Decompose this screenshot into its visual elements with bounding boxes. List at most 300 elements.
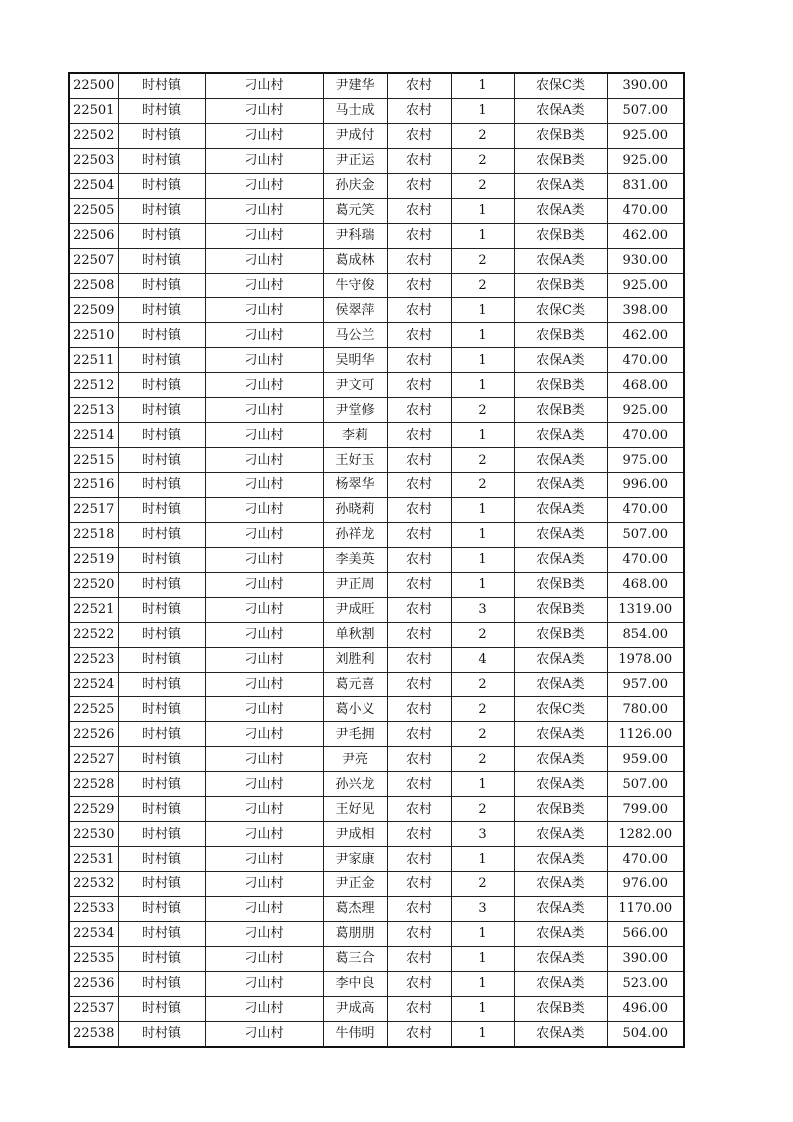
town-cell: 时村镇 — [118, 273, 205, 298]
name-cell: 尹科瑞 — [323, 223, 387, 248]
town-cell: 时村镇 — [118, 597, 205, 622]
count-cell: 1 — [451, 373, 514, 398]
village-cell: 刁山村 — [205, 847, 323, 872]
insurance-category-cell: 农保A类 — [514, 971, 607, 996]
insurance-category-cell: 农保A类 — [514, 497, 607, 522]
count-cell: 1 — [451, 198, 514, 223]
insurance-category-cell: 农保C类 — [514, 298, 607, 323]
village-cell: 刁山村 — [205, 248, 323, 273]
record-id-cell: 22521 — [69, 597, 118, 622]
name-cell: 孙晓莉 — [323, 497, 387, 522]
insurance-category-cell: 农保A类 — [514, 98, 607, 123]
name-cell: 刘胜利 — [323, 647, 387, 672]
table-row — [69, 722, 684, 747]
record-id-cell: 22513 — [69, 398, 118, 423]
amount-cell: 957.00 — [607, 672, 684, 697]
village-cell: 刁山村 — [205, 996, 323, 1021]
name-cell: 单秋割 — [323, 622, 387, 647]
amount-cell: 799.00 — [607, 797, 684, 822]
insurance-category-cell: 农保A类 — [514, 423, 607, 448]
count-cell: 3 — [451, 597, 514, 622]
town-cell: 时村镇 — [118, 971, 205, 996]
record-id-cell: 22520 — [69, 572, 118, 597]
area-type-cell: 农村 — [387, 248, 451, 273]
name-cell: 葛元喜 — [323, 672, 387, 697]
insurance-category-cell: 农保C类 — [514, 697, 607, 722]
table-row — [69, 896, 684, 921]
record-id-cell: 22506 — [69, 223, 118, 248]
insurance-category-cell: 农保A类 — [514, 822, 607, 847]
record-id-cell: 22515 — [69, 448, 118, 473]
count-cell: 1 — [451, 323, 514, 348]
amount-cell: 831.00 — [607, 173, 684, 198]
name-cell: 王好玉 — [323, 448, 387, 473]
record-id-cell: 22538 — [69, 1021, 118, 1046]
count-cell: 2 — [451, 797, 514, 822]
area-type-cell: 农村 — [387, 522, 451, 547]
record-id-cell: 22501 — [69, 98, 118, 123]
town-cell: 时村镇 — [118, 73, 205, 98]
insurance-category-cell: 农保B类 — [514, 996, 607, 1021]
name-cell: 尹正金 — [323, 872, 387, 897]
table-row — [69, 772, 684, 797]
table-row — [69, 822, 684, 847]
name-cell: 葛杰理 — [323, 896, 387, 921]
town-cell: 时村镇 — [118, 497, 205, 522]
village-cell: 刁山村 — [205, 622, 323, 647]
village-cell: 刁山村 — [205, 98, 323, 123]
amount-cell: 504.00 — [607, 1021, 684, 1046]
record-id-cell: 22519 — [69, 547, 118, 572]
village-cell: 刁山村 — [205, 298, 323, 323]
town-cell: 时村镇 — [118, 697, 205, 722]
area-type-cell: 农村 — [387, 448, 451, 473]
amount-cell: 507.00 — [607, 522, 684, 547]
record-id-cell: 22512 — [69, 373, 118, 398]
insurance-category-cell: 农保A类 — [514, 847, 607, 872]
town-cell: 时村镇 — [118, 722, 205, 747]
village-cell: 刁山村 — [205, 473, 323, 498]
town-cell: 时村镇 — [118, 173, 205, 198]
town-cell: 时村镇 — [118, 123, 205, 148]
amount-cell: 470.00 — [607, 847, 684, 872]
village-cell: 刁山村 — [205, 747, 323, 772]
town-cell: 时村镇 — [118, 323, 205, 348]
record-id-cell: 22511 — [69, 348, 118, 373]
village-cell: 刁山村 — [205, 522, 323, 547]
count-cell: 2 — [451, 697, 514, 722]
insurance-category-cell: 农保B类 — [514, 622, 607, 647]
count-cell: 1 — [451, 946, 514, 971]
record-id-cell: 22524 — [69, 672, 118, 697]
insurance-category-cell: 农保B类 — [514, 597, 607, 622]
amount-cell: 462.00 — [607, 323, 684, 348]
amount-cell: 470.00 — [607, 547, 684, 572]
name-cell: 吴明华 — [323, 348, 387, 373]
name-cell: 孙庆金 — [323, 173, 387, 198]
count-cell: 1 — [451, 772, 514, 797]
area-type-cell: 农村 — [387, 373, 451, 398]
town-cell: 时村镇 — [118, 946, 205, 971]
count-cell: 1 — [451, 423, 514, 448]
record-id-cell: 22535 — [69, 946, 118, 971]
name-cell: 王好见 — [323, 797, 387, 822]
count-cell: 2 — [451, 173, 514, 198]
amount-cell: 398.00 — [607, 298, 684, 323]
name-cell: 葛成林 — [323, 248, 387, 273]
table-row — [69, 497, 684, 522]
amount-cell: 462.00 — [607, 223, 684, 248]
amount-cell: 470.00 — [607, 198, 684, 223]
record-id-cell: 22500 — [69, 73, 118, 98]
table-row — [69, 847, 684, 872]
area-type-cell: 农村 — [387, 298, 451, 323]
table-body — [69, 73, 684, 1047]
village-cell: 刁山村 — [205, 572, 323, 597]
amount-cell: 468.00 — [607, 572, 684, 597]
table-row — [69, 971, 684, 996]
town-cell: 时村镇 — [118, 398, 205, 423]
table-row — [69, 622, 684, 647]
area-type-cell: 农村 — [387, 348, 451, 373]
amount-cell: 1282.00 — [607, 822, 684, 847]
table-row — [69, 797, 684, 822]
village-cell: 刁山村 — [205, 497, 323, 522]
insurance-category-cell: 农保B类 — [514, 797, 607, 822]
table-row — [69, 273, 684, 298]
insurance-category-cell: 农保A类 — [514, 1021, 607, 1046]
name-cell: 李美英 — [323, 547, 387, 572]
name-cell: 葛朋朋 — [323, 921, 387, 946]
area-type-cell: 农村 — [387, 423, 451, 448]
town-cell: 时村镇 — [118, 747, 205, 772]
town-cell: 时村镇 — [118, 473, 205, 498]
area-type-cell: 农村 — [387, 98, 451, 123]
table-row — [69, 73, 684, 98]
insurance-category-cell: 农保A类 — [514, 348, 607, 373]
village-cell: 刁山村 — [205, 148, 323, 173]
town-cell: 时村镇 — [118, 647, 205, 672]
area-type-cell: 农村 — [387, 597, 451, 622]
area-type-cell: 农村 — [387, 572, 451, 597]
insurance-category-cell: 农保C类 — [514, 73, 607, 98]
amount-cell: 780.00 — [607, 697, 684, 722]
count-cell: 2 — [451, 722, 514, 747]
name-cell: 侯翠萍 — [323, 298, 387, 323]
town-cell: 时村镇 — [118, 797, 205, 822]
area-type-cell: 农村 — [387, 847, 451, 872]
amount-cell: 507.00 — [607, 772, 684, 797]
count-cell: 1 — [451, 497, 514, 522]
table-row — [69, 547, 684, 572]
count-cell: 2 — [451, 448, 514, 473]
name-cell: 李中良 — [323, 971, 387, 996]
name-cell: 葛小义 — [323, 697, 387, 722]
record-id-cell: 22517 — [69, 497, 118, 522]
insurance-category-cell: 农保A类 — [514, 448, 607, 473]
record-id-cell: 22503 — [69, 148, 118, 173]
village-cell: 刁山村 — [205, 797, 323, 822]
count-cell: 1 — [451, 522, 514, 547]
insurance-category-cell: 农保A类 — [514, 647, 607, 672]
count-cell: 1 — [451, 73, 514, 98]
insurance-category-cell: 农保A类 — [514, 921, 607, 946]
area-type-cell: 农村 — [387, 547, 451, 572]
count-cell: 1 — [451, 921, 514, 946]
area-type-cell: 农村 — [387, 647, 451, 672]
record-id-cell: 22504 — [69, 173, 118, 198]
count-cell: 1 — [451, 223, 514, 248]
count-cell: 1 — [451, 98, 514, 123]
count-cell: 2 — [451, 872, 514, 897]
insurance-category-cell: 农保A类 — [514, 473, 607, 498]
amount-cell: 523.00 — [607, 971, 684, 996]
town-cell: 时村镇 — [118, 298, 205, 323]
insurance-category-cell: 农保A类 — [514, 722, 607, 747]
table-row — [69, 697, 684, 722]
insurance-category-cell: 农保A类 — [514, 772, 607, 797]
name-cell: 马公兰 — [323, 323, 387, 348]
area-type-cell: 农村 — [387, 822, 451, 847]
name-cell: 尹亮 — [323, 747, 387, 772]
insurance-category-cell: 农保A类 — [514, 872, 607, 897]
town-cell: 时村镇 — [118, 572, 205, 597]
amount-cell: 1126.00 — [607, 722, 684, 747]
record-id-cell: 22510 — [69, 323, 118, 348]
table-row — [69, 448, 684, 473]
area-type-cell: 农村 — [387, 772, 451, 797]
area-type-cell: 农村 — [387, 896, 451, 921]
name-cell: 尹堂修 — [323, 398, 387, 423]
area-type-cell: 农村 — [387, 148, 451, 173]
area-type-cell: 农村 — [387, 797, 451, 822]
record-id-cell: 22528 — [69, 772, 118, 797]
name-cell: 尹文可 — [323, 373, 387, 398]
insurance-category-cell: 农保B类 — [514, 373, 607, 398]
record-id-cell: 22526 — [69, 722, 118, 747]
name-cell: 尹成付 — [323, 123, 387, 148]
town-cell: 时村镇 — [118, 622, 205, 647]
name-cell: 尹建华 — [323, 73, 387, 98]
table-row — [69, 98, 684, 123]
insurance-category-cell: 农保A类 — [514, 198, 607, 223]
amount-cell: 925.00 — [607, 273, 684, 298]
village-cell: 刁山村 — [205, 547, 323, 572]
record-id-cell: 22527 — [69, 747, 118, 772]
village-cell: 刁山村 — [205, 772, 323, 797]
town-cell: 时村镇 — [118, 198, 205, 223]
name-cell: 牛守俊 — [323, 273, 387, 298]
insurance-category-cell: 农保B类 — [514, 398, 607, 423]
insurance-category-cell: 农保A类 — [514, 173, 607, 198]
town-cell: 时村镇 — [118, 996, 205, 1021]
amount-cell: 975.00 — [607, 448, 684, 473]
record-id-cell: 22514 — [69, 423, 118, 448]
name-cell: 葛三合 — [323, 946, 387, 971]
insurance-category-cell: 农保B类 — [514, 323, 607, 348]
area-type-cell: 农村 — [387, 971, 451, 996]
amount-cell: 1978.00 — [607, 647, 684, 672]
village-cell: 刁山村 — [205, 896, 323, 921]
village-cell: 刁山村 — [205, 722, 323, 747]
table-row — [69, 996, 684, 1021]
table-row — [69, 423, 684, 448]
village-cell: 刁山村 — [205, 173, 323, 198]
record-id-cell: 22533 — [69, 896, 118, 921]
amount-cell: 470.00 — [607, 348, 684, 373]
area-type-cell: 农村 — [387, 473, 451, 498]
name-cell: 孙兴龙 — [323, 772, 387, 797]
table-row — [69, 173, 684, 198]
table-row — [69, 123, 684, 148]
name-cell: 尹成相 — [323, 822, 387, 847]
amount-cell: 925.00 — [607, 398, 684, 423]
amount-cell: 959.00 — [607, 747, 684, 772]
area-type-cell: 农村 — [387, 697, 451, 722]
amount-cell: 470.00 — [607, 423, 684, 448]
table-row — [69, 373, 684, 398]
area-type-cell: 农村 — [387, 1021, 451, 1046]
amount-cell: 925.00 — [607, 148, 684, 173]
record-id-cell: 22508 — [69, 273, 118, 298]
table-row — [69, 747, 684, 772]
table-row — [69, 872, 684, 897]
name-cell: 杨翠华 — [323, 473, 387, 498]
area-type-cell: 农村 — [387, 398, 451, 423]
town-cell: 时村镇 — [118, 1021, 205, 1046]
area-type-cell: 农村 — [387, 722, 451, 747]
record-id-cell: 22507 — [69, 248, 118, 273]
record-id-cell: 22522 — [69, 622, 118, 647]
name-cell: 孙祥龙 — [323, 522, 387, 547]
record-id-cell: 22529 — [69, 797, 118, 822]
insurance-category-cell: 农保B类 — [514, 148, 607, 173]
count-cell: 1 — [451, 298, 514, 323]
table-row — [69, 248, 684, 273]
village-cell: 刁山村 — [205, 398, 323, 423]
count-cell: 1 — [451, 996, 514, 1021]
record-id-cell: 22536 — [69, 971, 118, 996]
village-cell: 刁山村 — [205, 697, 323, 722]
area-type-cell: 农村 — [387, 173, 451, 198]
town-cell: 时村镇 — [118, 522, 205, 547]
amount-cell: 1319.00 — [607, 597, 684, 622]
count-cell: 3 — [451, 822, 514, 847]
amount-cell: 468.00 — [607, 373, 684, 398]
table-row — [69, 572, 684, 597]
name-cell: 尹毛拥 — [323, 722, 387, 747]
record-id-cell: 22523 — [69, 647, 118, 672]
village-cell: 刁山村 — [205, 971, 323, 996]
town-cell: 时村镇 — [118, 98, 205, 123]
amount-cell: 507.00 — [607, 98, 684, 123]
count-cell: 1 — [451, 971, 514, 996]
town-cell: 时村镇 — [118, 822, 205, 847]
count-cell: 2 — [451, 248, 514, 273]
insurance-category-cell: 农保B类 — [514, 273, 607, 298]
table-row — [69, 672, 684, 697]
village-cell: 刁山村 — [205, 323, 323, 348]
area-type-cell: 农村 — [387, 747, 451, 772]
table-row — [69, 323, 684, 348]
village-cell: 刁山村 — [205, 946, 323, 971]
area-type-cell: 农村 — [387, 123, 451, 148]
record-id-cell: 22518 — [69, 522, 118, 547]
town-cell: 时村镇 — [118, 547, 205, 572]
name-cell: 牛伟明 — [323, 1021, 387, 1046]
town-cell: 时村镇 — [118, 921, 205, 946]
name-cell: 尹成旺 — [323, 597, 387, 622]
village-cell: 刁山村 — [205, 348, 323, 373]
insurance-category-cell: 农保A类 — [514, 248, 607, 273]
name-cell: 葛元笑 — [323, 198, 387, 223]
table-row — [69, 522, 684, 547]
count-cell: 2 — [451, 473, 514, 498]
count-cell: 1 — [451, 1021, 514, 1046]
table-row — [69, 148, 684, 173]
area-type-cell: 农村 — [387, 273, 451, 298]
area-type-cell: 农村 — [387, 497, 451, 522]
village-cell: 刁山村 — [205, 822, 323, 847]
village-cell: 刁山村 — [205, 373, 323, 398]
town-cell: 时村镇 — [118, 148, 205, 173]
area-type-cell: 农村 — [387, 872, 451, 897]
village-cell: 刁山村 — [205, 647, 323, 672]
name-cell: 尹家康 — [323, 847, 387, 872]
name-cell: 尹正周 — [323, 572, 387, 597]
table-row — [69, 198, 684, 223]
table-row — [69, 348, 684, 373]
record-id-cell: 22531 — [69, 847, 118, 872]
village-cell: 刁山村 — [205, 423, 323, 448]
area-type-cell: 农村 — [387, 946, 451, 971]
table-row — [69, 223, 684, 248]
village-cell: 刁山村 — [205, 73, 323, 98]
insurance-category-cell: 农保A类 — [514, 547, 607, 572]
table-row — [69, 473, 684, 498]
village-cell: 刁山村 — [205, 1021, 323, 1046]
count-cell: 2 — [451, 622, 514, 647]
amount-cell: 996.00 — [607, 473, 684, 498]
name-cell: 马士成 — [323, 98, 387, 123]
record-id-cell: 22537 — [69, 996, 118, 1021]
area-type-cell: 农村 — [387, 996, 451, 1021]
village-cell: 刁山村 — [205, 198, 323, 223]
amount-cell: 390.00 — [607, 946, 684, 971]
table-row — [69, 946, 684, 971]
area-type-cell: 农村 — [387, 921, 451, 946]
village-cell: 刁山村 — [205, 123, 323, 148]
name-cell: 尹正运 — [323, 148, 387, 173]
village-cell: 刁山村 — [205, 223, 323, 248]
record-id-cell: 22525 — [69, 697, 118, 722]
count-cell: 1 — [451, 547, 514, 572]
table-row — [69, 398, 684, 423]
amount-cell: 566.00 — [607, 921, 684, 946]
amount-cell: 925.00 — [607, 123, 684, 148]
name-cell: 尹成高 — [323, 996, 387, 1021]
town-cell: 时村镇 — [118, 847, 205, 872]
town-cell: 时村镇 — [118, 423, 205, 448]
count-cell: 3 — [451, 896, 514, 921]
town-cell: 时村镇 — [118, 373, 205, 398]
record-id-cell: 22530 — [69, 822, 118, 847]
area-type-cell: 农村 — [387, 223, 451, 248]
town-cell: 时村镇 — [118, 248, 205, 273]
amount-cell: 496.00 — [607, 996, 684, 1021]
insurance-category-cell: 农保B类 — [514, 223, 607, 248]
count-cell: 1 — [451, 348, 514, 373]
